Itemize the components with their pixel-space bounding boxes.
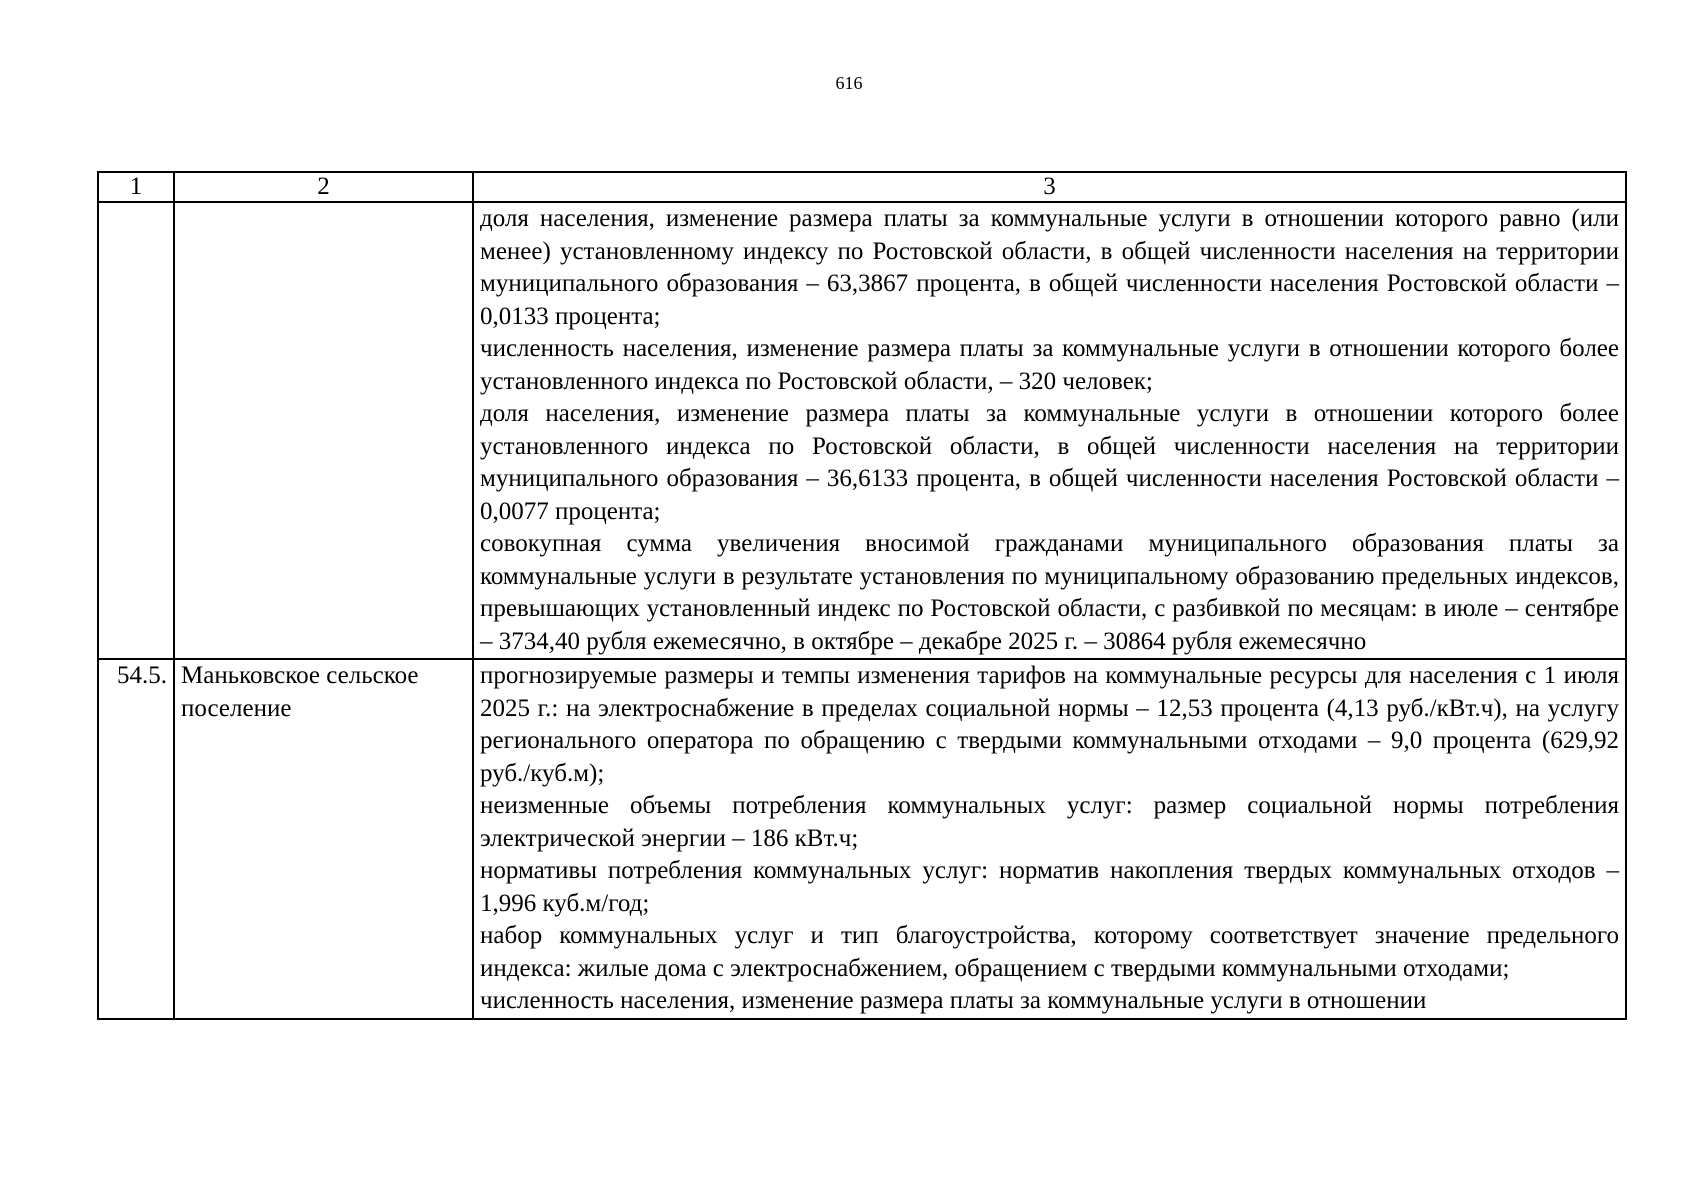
column-header-2: 2 bbox=[174, 172, 473, 202]
indicator-paragraph: численность населения, изменение размера платы за коммунальные услуги в отношении bbox=[480, 987, 1427, 1014]
document-table bbox=[97, 171, 1627, 1020]
indicators-cell bbox=[473, 202, 1626, 659]
page-number: 616 bbox=[835, 73, 863, 93]
indicator-paragraph: численность населения, изменение размера платы за коммунальные услуги в отношении которого более установленного индекса по Ростовской области, – 320 человек; bbox=[480, 335, 1619, 395]
indicator-paragraph: совокупная сумма увеличения вносимой гражданами муниципального образования платы за коммунальные услуги в результате установления по муниципальному образованию предельных индексов, превышающих установленный индекс по Ростовской области, с разбивкой по месяцам: в июле – сентябре – 3734,40 рубля ежемесячно, в октябре – декабре 2025 г. – 30864 рубля ежемесячно bbox=[480, 530, 1619, 655]
column-header-3: 3 bbox=[473, 172, 1626, 202]
indicator-paragraph: доля населения, изменение размера платы за коммунальные услуги в отношении которого равно (или менее) установленному индексу по Ростовской области, в общей численности населения на территории муниципального образования – 63,3867 процента, в общей численности населения Ростовской области – 0,0133 процента; bbox=[480, 205, 1619, 330]
table-row bbox=[98, 659, 1626, 1019]
row-number-cell: 54.5. bbox=[98, 659, 174, 1019]
settlement-name-cell: Маньковское сельское поселение bbox=[174, 659, 473, 1019]
table-row bbox=[98, 202, 1626, 659]
indicator-paragraph: неизменные объемы потребления коммунальных услуг: размер социальной нормы потребления электрической энергии – 186 кВт.ч; bbox=[480, 792, 1619, 852]
indicator-paragraph: набор коммунальных услуг и тип благоустройства, которому соответствует значение предельного индекса: жилые дома с электроснабжением, обращением с твердыми коммунальными отходами; bbox=[480, 922, 1619, 982]
indicator-paragraph: нормативы потребления коммунальных услуг: норматив накопления твердых коммунальных отходов – 1,996 куб.м/год; bbox=[480, 857, 1619, 917]
column-header-1: 1 bbox=[98, 172, 174, 202]
settlement-name-cell bbox=[174, 202, 473, 659]
indicator-paragraph: доля населения, изменение размера платы за коммунальные услуги в отношении которого более установленного индекса по Ростовской области, в общей численности населения на территории муниципального образования – 36,6133 процента, в общей численности населения Ростовской области – 0,0077 процента; bbox=[480, 400, 1619, 525]
table-header-row bbox=[98, 172, 1626, 202]
row-number-cell bbox=[98, 202, 174, 659]
indicator-paragraph: прогнозируемые размеры и темпы изменения тарифов на коммунальные ресурсы для населения с 1 июля 2025 г.: на электроснабжение в пределах социальной нормы – 12,53 процента (4,13 руб./кВт.ч), на услугу регионального оператора по обращению с твердыми коммунальными отходами – 9,0 процента (629,92 руб./куб.м); bbox=[480, 662, 1619, 787]
indicators-cell bbox=[473, 659, 1626, 1019]
